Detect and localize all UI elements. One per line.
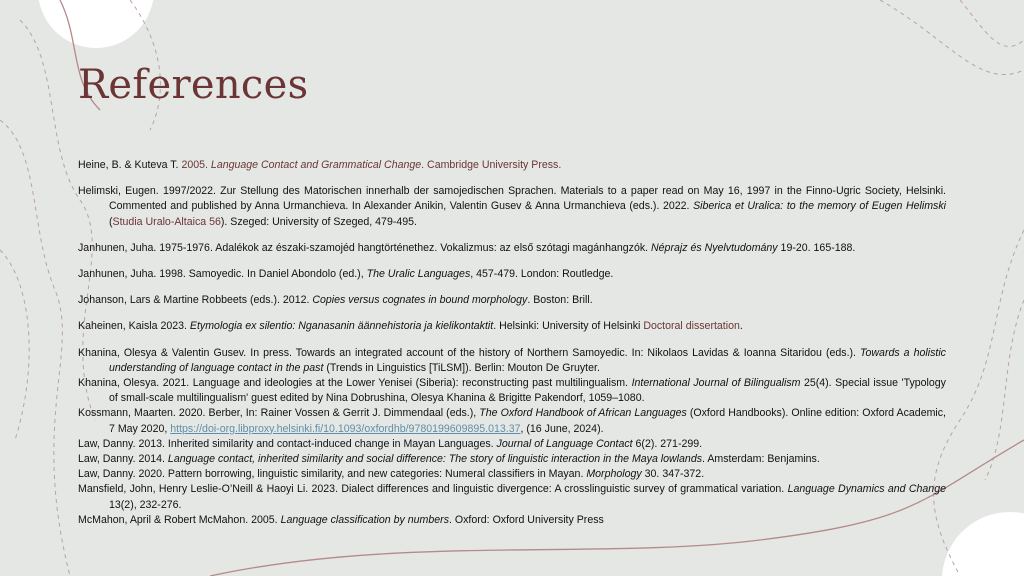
dissertation-link[interactable]: Doctoral dissertation	[643, 320, 740, 333]
reference-janhunen-1998: Janhunen, Juha. 1998. Samoyedic. In Daniel Abondolo (ed.), The Uralic Languages, 457-479. London: Routledge.	[78, 268, 614, 281]
decorative-circle-bottom	[942, 512, 1024, 576]
reference-mansfield: Mansfield, John, Henry Leslie-O’Neill & Haoyi Li. 2023. Dialect differences and linguistic divergence: A crosslinguistic survey of grammatical variation. Language Dynamics and Change 13(2), 232-276.	[78, 483, 946, 511]
reference-law-2013: Law, Danny. 2013. Inherited similarity and contact-induced change in Mayan Languages. Journal of Language Contact 6(2). 271-299.	[78, 437, 703, 450]
reference-johanson: Johanson, Lars & Martine Robbeets (eds.). 2012. Copies versus cognates in bound morphology. Boston: Brill.	[78, 294, 593, 307]
doi-link[interactable]: https://doi-org.libproxy.helsinki.fi/10.1093/oxfordhb/9780199609895.013.37	[170, 422, 521, 435]
reference-janhunen-1975: Janhunen, Juha. 1975-1976. Adalékok az északi-szamojéd hangtörténethez. Vokalizmus: az első szótagi magánhangzók. Néprajz és Nyelvtudomány 19-20. 165-188.	[78, 241, 856, 254]
reference-kossmann: Kossmann, Maarten. 2020. Berber, In: Rainer Vossen & Gerrit J. Dimmendaal (eds.), The Oxford Handbook of African Languages (Oxford Handbooks). Online edition: Oxford Academic, 7 May 2020, https://doi-org.libproxy.helsinki.fi/10.1093/oxfordhb/9780199609895.013.37, (16 June, 2024).	[78, 407, 946, 435]
reference-khanina-gusev: Khanina, Olesya & Valentin Gusev. In press. Towards an integrated account of the history of Northern Samoyedic. In: Nikolaos Lavidas & Ioanna Sitaridou (eds.). Towards a holistic understanding of language contact in the past (Trends in Linguistics [TiLSM]). Berlin: Mouton De Gruyter.	[78, 346, 946, 374]
reference-khanina-2021: Khanina, Olesya. 2021. Language and ideologies at the Lower Yenisei (Siberia): reconstructing past multilingualism. International Journal of Bilingualism 25(4). Special issue 'Typology of small-scale multilingualism' guest edited by Nina Dobrushina, Olesya Khanina & Brigitte Pakendorf, 1059–1080.	[78, 377, 946, 405]
page-title: References	[78, 62, 309, 108]
reference-heine: Heine, B. & Kuteva T. 2005. Language Contact and Grammatical Change. Cambridge University Press.	[78, 159, 562, 171]
series-link[interactable]: Studia Uralo-Altaica 56	[112, 215, 221, 228]
reference-law-2014: Law, Danny. 2014. Language contact, inherited similarity and social difference: The story of linguistic interaction in the Maya lowlands. Amsterdam: Benjamins.	[78, 453, 820, 466]
decorative-circle-top	[38, 0, 154, 48]
reference-mcmahon: McMahon, April & Robert McMahon. 2005. Language classification by numbers. Oxford: Oxford University Press	[78, 513, 604, 526]
reference-helimski: Helimski, Eugen. 1997/2022. Zur Stellung des Matorischen innerhalb der samojedischen Sprachen. Materials to a paper read on May 16, 1997 in the Finno-Ugric Society, Helsinki. Commented and published by Anna Urmanchieva. In Alexander Anikin, Valentin Gusev & Anna Urmanchieva (eds.). 2022. Siberica et Uralica: to the memory of Eugen Helimski (Studia Uralo-Altaica 56). Szeged: University of Szeged, 479-495.	[78, 185, 947, 228]
reference-law-2020: Law, Danny. 2020. Pattern borrowing, linguistic similarity, and new categories: Numeral classifiers in Mayan. Morphology 30. 347-372.	[78, 468, 705, 481]
reference-list	[78, 158, 946, 528]
reference-kaheinen: Kaheinen, Kaisla 2023. Etymologia ex silentio: Nganasanin äännehistoria ja kielikontaktit. Helsinki: University of Helsinki Doctoral dissertation.	[78, 320, 743, 333]
